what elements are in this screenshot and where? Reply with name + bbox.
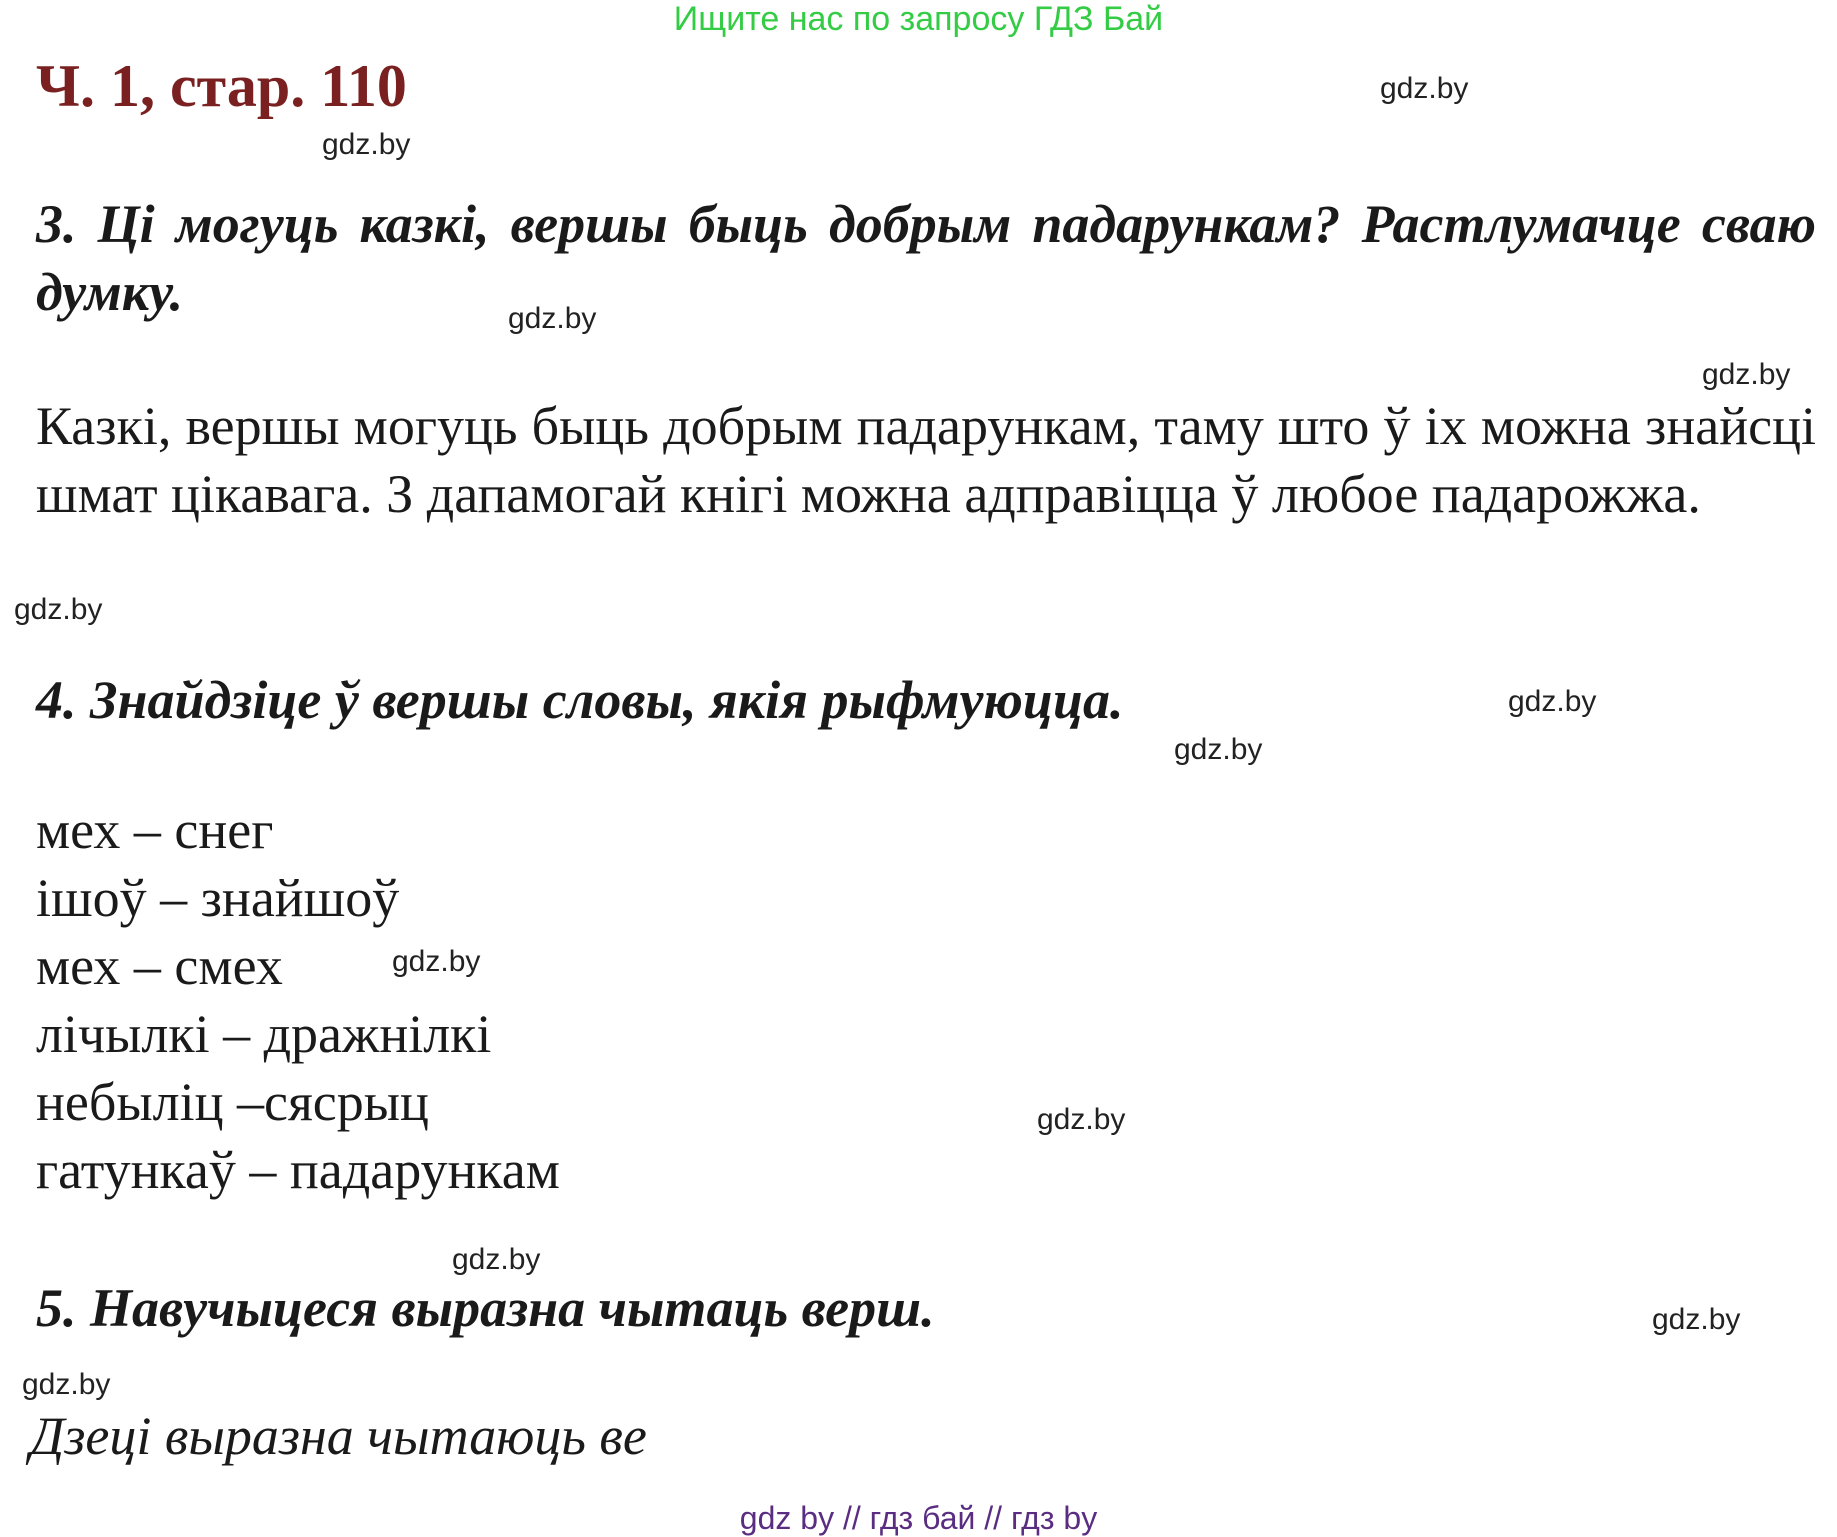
rhyme-item: ішоў – знайшоў <box>36 868 400 928</box>
watermark: gdz.by <box>1380 72 1469 105</box>
rhyme-item: гатункаў – падарункам <box>36 1140 560 1200</box>
footer-links[interactable]: gdz by // гдз бай // гдз by <box>739 1500 1098 1536</box>
watermark: gdz.by <box>1508 685 1597 718</box>
rhyme-list <box>36 796 560 1204</box>
watermark: gdz.by <box>14 593 103 626</box>
question-5: 5. Навучыцеся выразна чытаць верш. <box>36 1278 935 1338</box>
rhyme-item: мех – снег <box>36 800 274 860</box>
top-banner[interactable]: Ищите нас по запросу ГДЗ Бай <box>673 0 1164 38</box>
watermark: gdz.by <box>322 128 411 161</box>
answer-5: Дзеці выразна чытаюць ве <box>30 1406 647 1466</box>
question-3: 3. Ці могуць казкі, вершы быць добрым падарункам? Растлумачце сваю думку. <box>36 194 1816 322</box>
rhyme-item: лічылкі – дражнілкі <box>36 1004 492 1064</box>
watermark: gdz.by <box>1174 733 1263 766</box>
watermark: gdz.by <box>508 302 597 335</box>
watermark: gdz.by <box>392 945 481 978</box>
answer-3: Казкі, вершы могуць быць добрым падарункам, таму што ў іх можна знайсці шмат цікавага. З дапамогай кнігі можна адправіцца ў любое падарожжа. <box>36 396 1816 524</box>
watermark: gdz.by <box>1037 1103 1126 1136</box>
rhyme-item: небыліц –сясрыц <box>36 1072 429 1132</box>
rhyme-item: мех – смех <box>36 936 283 996</box>
watermark: gdz.by <box>22 1368 111 1401</box>
question-4: 4. Знайдзіце ў вершы словы, якія рыфмуюцца. <box>36 670 1124 730</box>
watermark: gdz.by <box>1652 1303 1741 1336</box>
watermark: gdz.by <box>452 1243 541 1276</box>
page-title: Ч. 1, стар. 110 <box>36 53 407 119</box>
watermark: gdz.by <box>1702 358 1791 391</box>
